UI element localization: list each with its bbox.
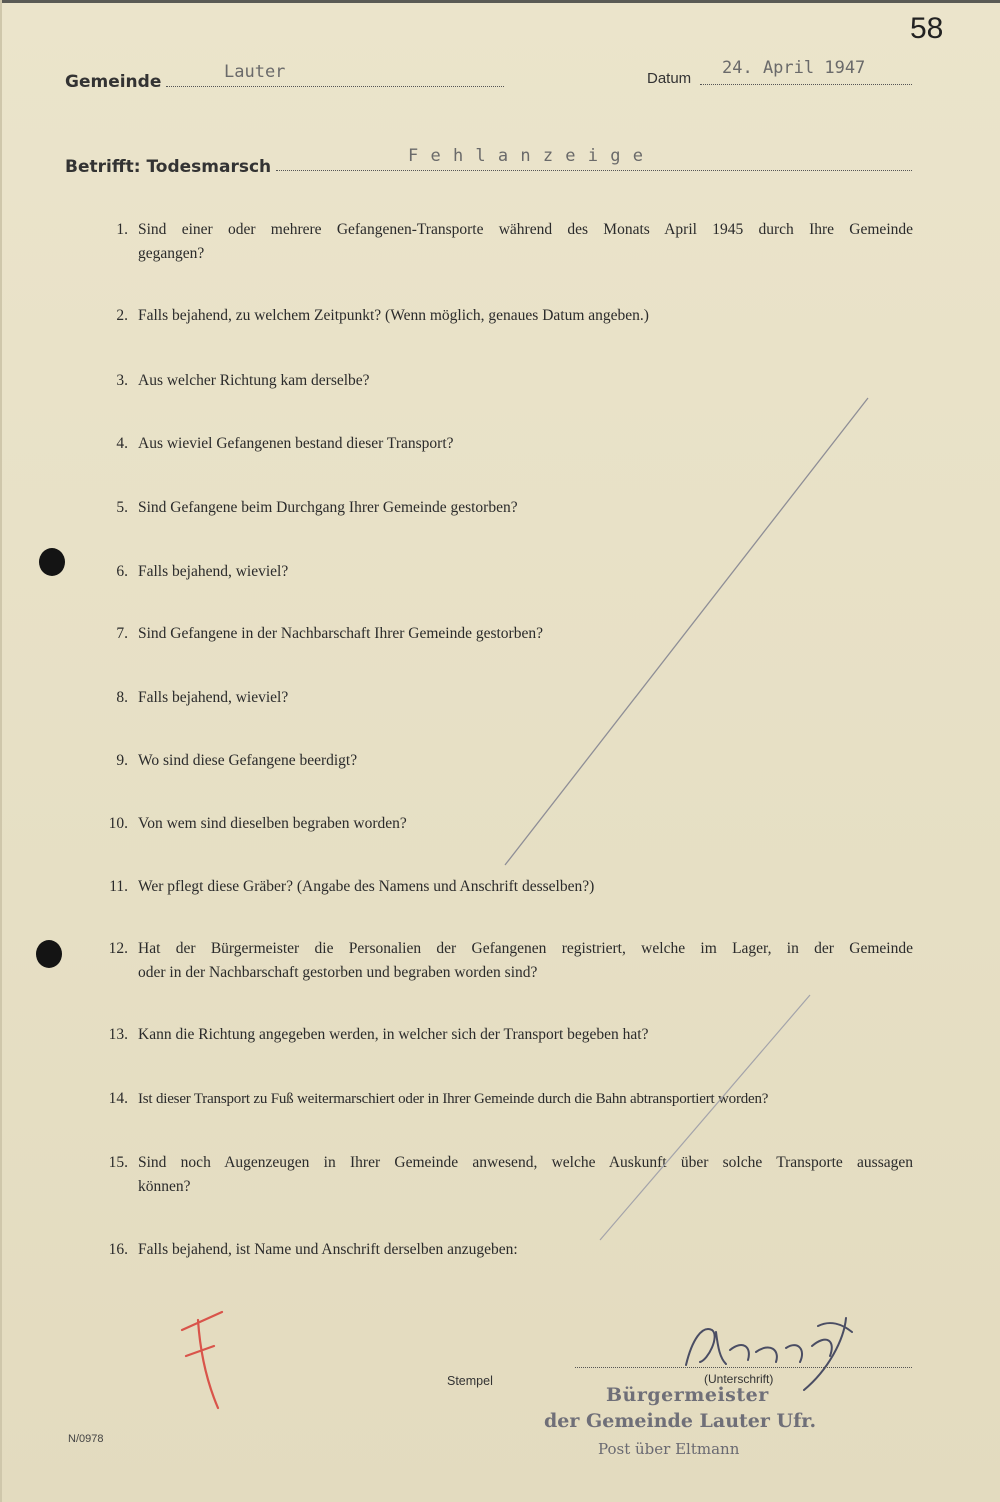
question-text: können? (138, 1178, 191, 1195)
stamp-line-title: Bürgermeister (606, 1384, 769, 1406)
question-text: Aus wieviel Gefangenen bestand dieser Transport? (138, 435, 454, 452)
question-number: 13. (108, 1026, 128, 1043)
question-text: Aus welcher Richtung kam derselbe? (138, 372, 370, 389)
question-number: 16. (108, 1241, 128, 1258)
question-text: Sind noch Augenzeugen in Ihrer Gemeinde anwesend, welche Auskunft über solche Transporte aussagen (138, 1154, 913, 1171)
question-number: 9. (116, 752, 128, 769)
question-text: Kann die Richtung angegeben werden, in welcher sich der Transport begeben hat? (138, 1026, 649, 1043)
question-number: 1. (116, 221, 128, 238)
question-number: 6. (116, 563, 128, 580)
question-text: Sind Gefangene beim Durchgang Ihrer Gemeinde gestorben? (138, 499, 518, 516)
betrifft-value: F e h l a n z e i g e (408, 146, 644, 166)
question-number: 15. (108, 1154, 128, 1171)
question-number: 5. (116, 499, 128, 516)
signature-line (575, 1367, 912, 1368)
question-text: Von wem sind dieselben begraben worden? (138, 815, 407, 832)
question-number: 4. (116, 435, 128, 452)
gemeinde-label: Gemeinde (65, 72, 162, 92)
red-pencil-mark (182, 1312, 222, 1408)
strike-line-lower (600, 995, 810, 1240)
question-text: Wer pflegt diese Gräber? (Angabe des Namens und Anschrift desselben?) (138, 878, 595, 895)
betrifft-label: Betrifft: Todesmarsch (65, 157, 272, 177)
question-text: Ist dieser Transport zu Fuß weitermarschiert oder in Ihrer Gemeinde durch die Bahn abtransportiert worden? (138, 1091, 769, 1107)
question-number: 10. (108, 815, 128, 832)
datum-label: Datum (647, 70, 692, 87)
question-text: Hat der Bürgermeister die Personalien der Gefangenen registriert, welche im Lager, in der Gemeinde (138, 940, 913, 957)
question-text: oder in der Nachbarschaft gestorben und begraben worden sind? (138, 964, 538, 981)
question-number: 14. (108, 1090, 128, 1107)
form-code: N/0978 (68, 1433, 104, 1445)
question-text: Wo sind diese Gefangene beerdigt? (138, 752, 358, 769)
question-number: 8. (116, 689, 128, 706)
question-text: Falls bejahend, wieviel? (138, 563, 289, 580)
unterschrift-label: (Unterschrift) (704, 1372, 774, 1386)
question-number: 2. (116, 307, 128, 324)
strike-line-upper (505, 398, 868, 865)
stamp-line-municipality: der Gemeinde Lauter Ufr. (544, 1410, 817, 1432)
question-text: Sind einer oder mehrere Gefangenen-Transporte während des Monats April 1945 durch Ihre Gemeinde (138, 221, 913, 238)
stamp-line-post: Post über Eltmann (598, 1440, 740, 1458)
question-text: Falls bejahend, ist Name und Anschrift derselben anzugeben: (138, 1241, 518, 1258)
question-text: Sind Gefangene in der Nachbarschaft Ihrer Gemeinde gestorben? (138, 625, 543, 642)
question-number: 12. (108, 940, 128, 957)
question-number: 7. (116, 625, 128, 642)
gemeinde-value: Lauter (224, 62, 286, 82)
question-number: 3. (116, 372, 128, 389)
question-text: Falls bejahend, zu welchem Zeitpunkt? (Wenn möglich, genaues Datum angeben.) (138, 307, 649, 324)
question-number: 11. (109, 878, 128, 895)
stempel-label: Stempel (447, 1374, 493, 1388)
page-number: 58 (910, 12, 944, 45)
question-text: Falls bejahend, wieviel? (138, 689, 289, 706)
question-text: gegangen? (138, 245, 205, 262)
datum-value: 24. April 1947 (722, 58, 866, 78)
